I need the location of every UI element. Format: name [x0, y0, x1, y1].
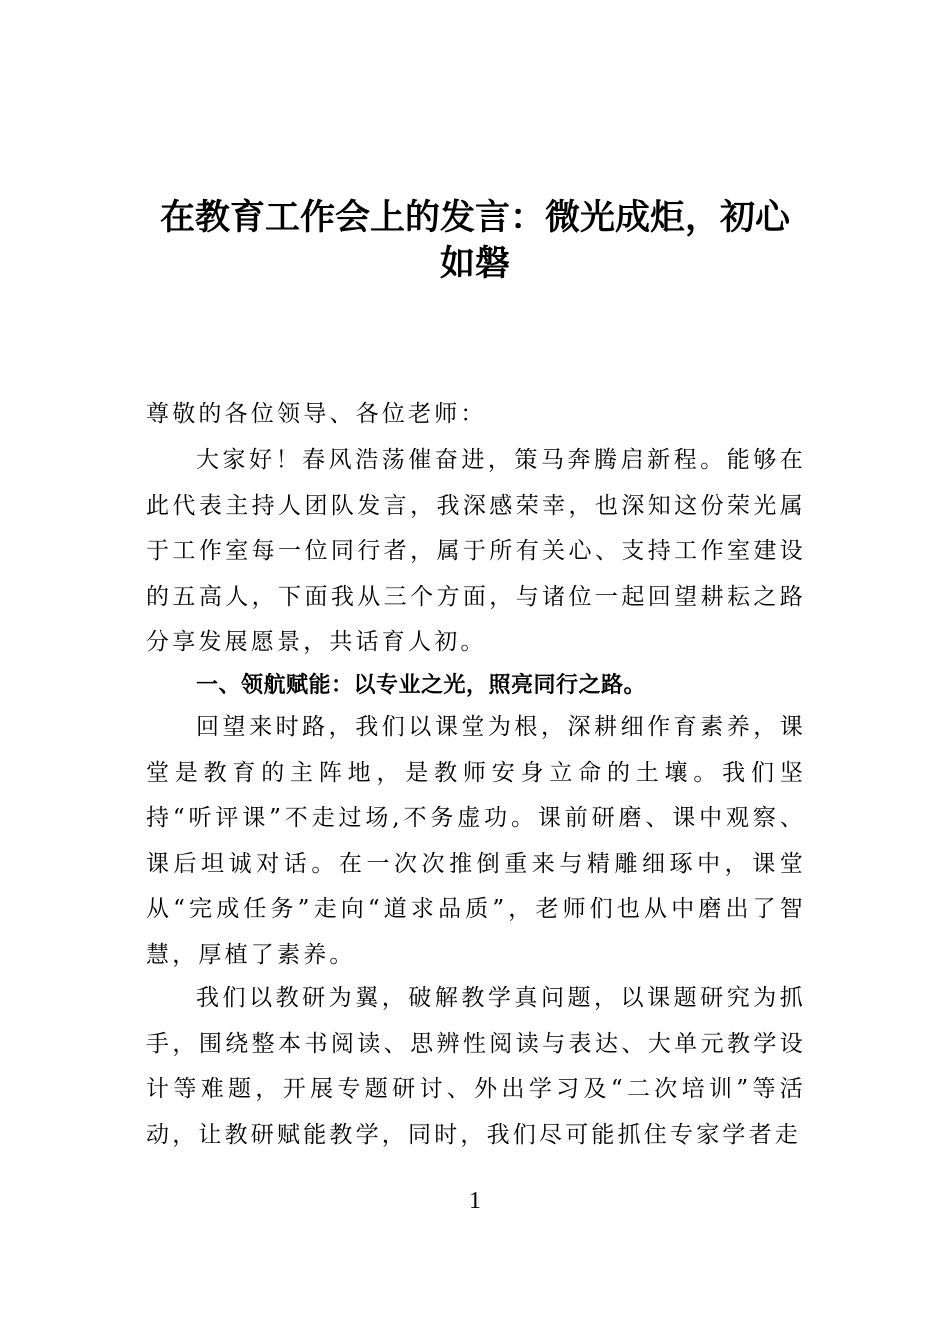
page-number: 1 [469, 1188, 481, 1214]
paragraph-classroom: 回望来时路，我们以课堂为根，深耕细作育素养，课堂是教育的主阵地，是教师安身立命的土壤。我们坚持“听评课”不走过场,不务虚功。课前研磨、课中观察、课后坦诚对话。在一次次推倒重来与精雕细琢中，课堂从“完成任务”走向“道求品质”，老师们也从中磨出了智慧，厚植了素养。 [146, 714, 806, 968]
salutation: 尊敬的各位领导、各位老师： [146, 401, 487, 427]
document-title-line-2: 如磐 [439, 243, 510, 284]
paragraph-greeting: 大家好！春风浩荡催奋进，策马奔腾启新程。能够在此代表主持人团队发言，我深感荣幸，也深知这份荣光属于工作室每一位同行者，属于所有关心、支持工作室建设的五高人，下面我从三个方面，与诸位一起回望耕耘之路分享发展愿景，共话育人初。 [146, 447, 806, 655]
paragraph-research: 我们以教研为翼，破解教学真问题，以课题研究为抓手，围绕整本书阅读、思辨性阅读与表达、大单元教学设计等难题，开展专题研讨、外出学习及“二次培训”等活动，让教研赋能教学，同时，我们尽可能抓住专家学者走 [146, 985, 806, 1148]
document-title-line-1: 在教育工作会上的发言：微光成炬，初心 [159, 197, 790, 238]
section-heading-1: 一、领航赋能：以专业之光，照亮同行之路。 [196, 673, 647, 698]
